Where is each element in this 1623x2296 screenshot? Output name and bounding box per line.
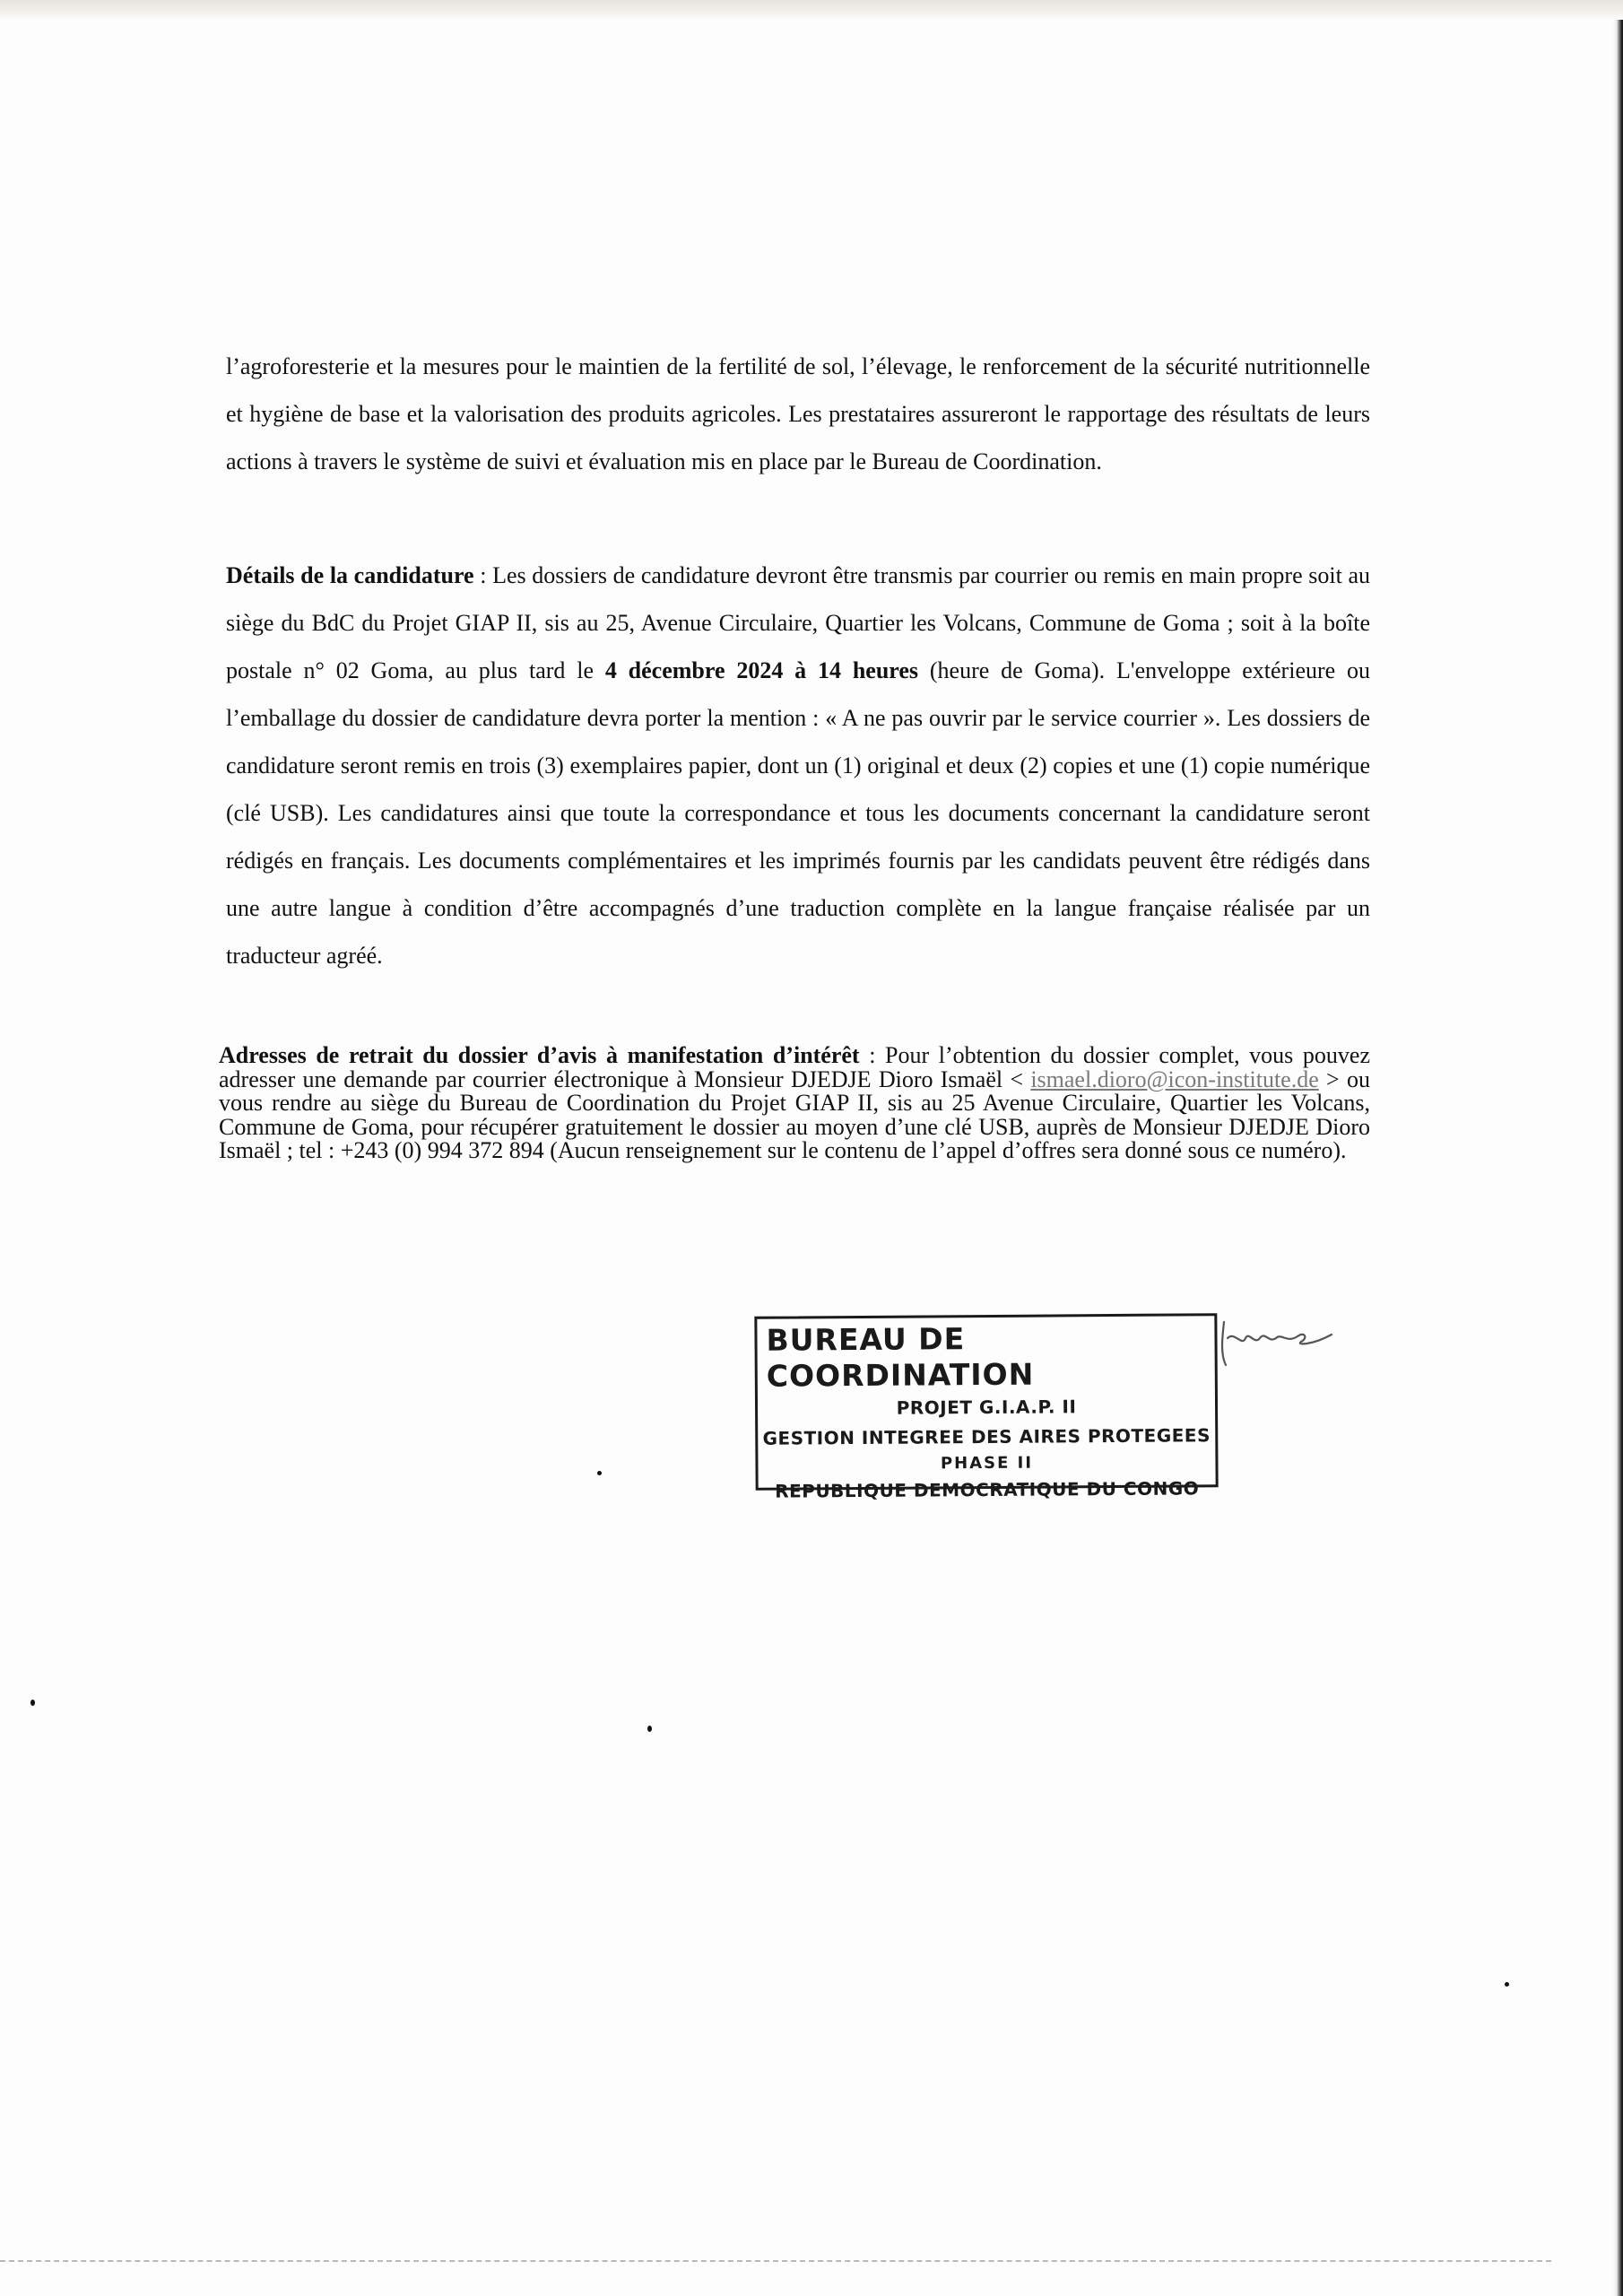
scan-speck	[1505, 1982, 1509, 1987]
withdrawal-heading: Adresses de retrait du dossier d’avis à manifestation d’intérêt	[219, 1042, 860, 1068]
stamp-management-line: GESTION INTEGREE DES AIRES PROTEGEES	[762, 1424, 1211, 1449]
scan-speck	[30, 1700, 35, 1706]
contact-email-link[interactable]: ismael.dioro@icon-institute.de	[1030, 1065, 1319, 1092]
candidature-text-a: : Les dossiers de candidature devront être transmis par courrier ou remis en main propre soit au siège du BdC du Projet GIAP II, sis au 25, Avenue Circulaire, Quartier les Volcans, Commune de Goma ; soit à la boîte postale n° 02 Goma, au plus tard le	[226, 562, 1370, 683]
scan-top-edge	[0, 0, 1623, 20]
candidature-heading: Détails de la candidature	[226, 562, 474, 588]
paragraph-withdrawal-addresses	[219, 1044, 1370, 1163]
paragraph-candidature-details	[226, 552, 1370, 979]
scan-bottom-line	[0, 2260, 1551, 2262]
candidature-deadline: 4 décembre 2024 à 14 heures	[604, 657, 919, 683]
scan-speck	[597, 1471, 602, 1475]
handwritten-signature	[1215, 1311, 1341, 1374]
stamp-title: BUREAU DE COORDINATION	[766, 1321, 1035, 1394]
candidature-text-b: (heure de Goma). L'enveloppe extérieure ou l’emballage du dossier de candidature devra porter la mention : « A ne pas ouvrir par le service courrier ». Les dossiers de candidature seront remis en trois (3) exemplaires papier, dont un (1) original et deux (2) copies et une (1) copie numérique (clé USB). Les candidatures ainsi que toute la correspondance et tous les documents concernant la candidature seront rédigés en français. Les documents complémentaires et les imprimés fournis par les candidats peuvent être rédigés dans une autre langue à condition d’être accompagnés d’une traduction complète en la langue française réalisée par un traducteur agréé.	[226, 657, 1371, 969]
stamp-country-line: REPUBLIQUE DEMOCRATIQUE DU CONGO	[775, 1477, 1200, 1502]
stamp-phase-line: PHASE II	[940, 1453, 1034, 1474]
scan-speck	[647, 1726, 652, 1732]
official-stamp	[754, 1313, 1218, 1502]
stamp-project-line: PROJET G.I.A.P. II	[896, 1396, 1077, 1419]
paragraph-activities	[226, 343, 1370, 485]
withdrawal-text-a: : Pour l’obtention du dossier complet, vous pouvez adresser une demande par courrier électronique à Monsieur DJEDJE Dioro Ismaël <	[219, 1042, 1370, 1092]
paragraph-activities-text: l’agroforesterie et la mesures pour le maintien de la fertilité de sol, l’élevage, le renforcement de la sécurité nutritionnelle et hygiène de base et la valorisation des produits agricoles. Les prestataires assureront le rapportage des résultats de leurs actions à travers le système de suivi et évaluation mis en place par le Bureau de Coordination.	[226, 353, 1370, 474]
scan-right-edge	[1612, 20, 1623, 2296]
withdrawal-text-b: > ou vous rendre au siège du Bureau de Coordination du Projet GIAP II, sis au 25 Avenue Circulaire, Quartier les Volcans, Commune de Goma, pour récupérer gratuitement le dossier au moyen d’une clé USB, auprès de Monsieur DJEDJE Dioro Ismaël ; tel : +243 (0) 994 372 894 (Aucun renseignement sur le contenu de l’appel d’offres sera donné sous ce numéro).	[219, 1065, 1370, 1163]
